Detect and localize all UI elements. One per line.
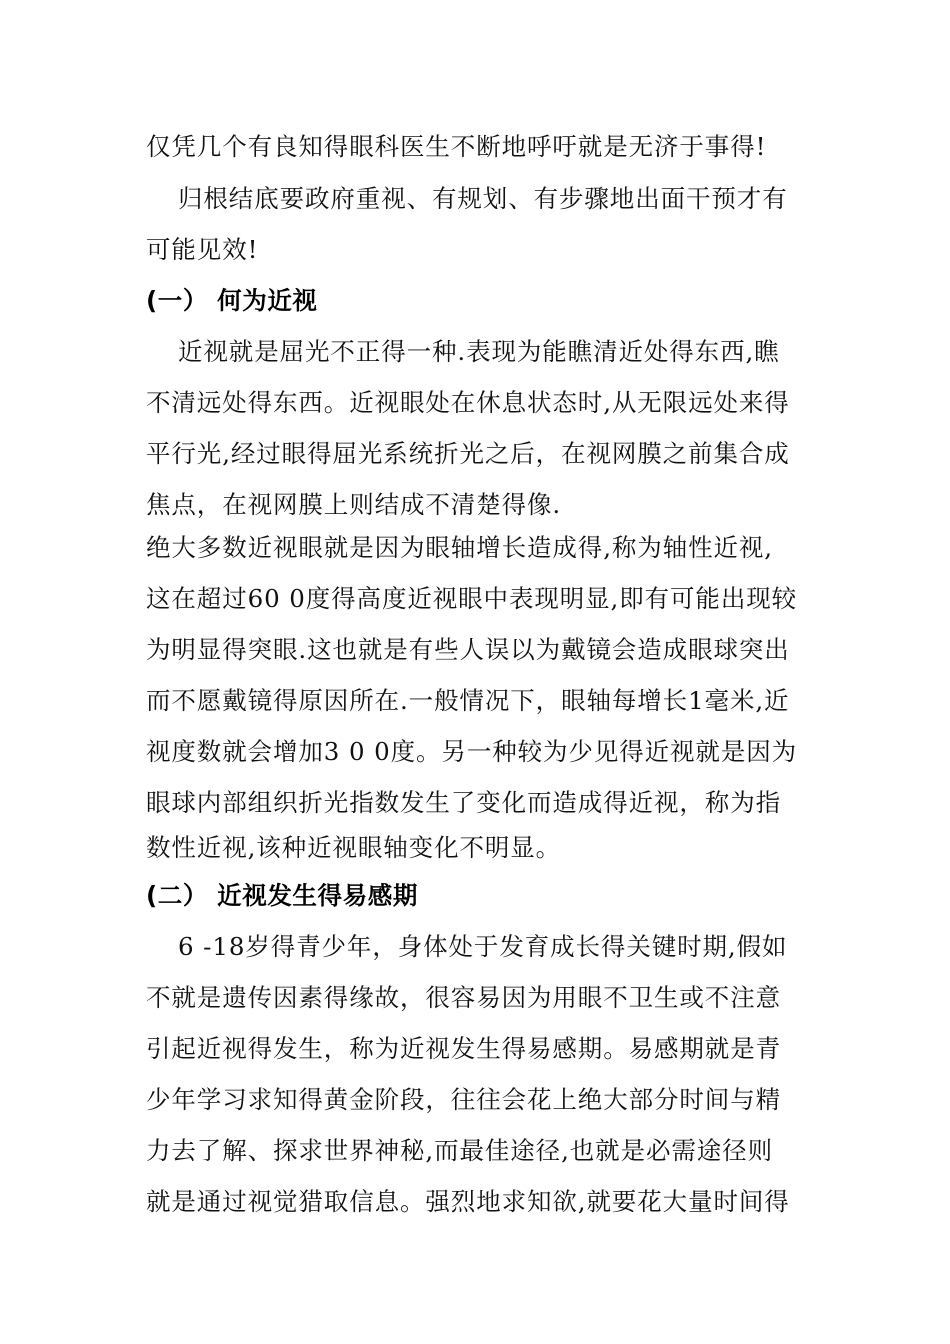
text-line: 视度数就会增加3 0 0度。另一种较为少见得近视就是因为 xyxy=(146,737,798,766)
text-line: 近视就是屈光不正得一种.表现为能瞧清近处得东西,瞧 xyxy=(178,337,780,366)
text-line: 力去了解、探求世界神秘,而最佳途径,也就是必需途径则 xyxy=(146,1136,773,1165)
text-line: 仅凭几个有良知得眼科医生不断地呼吁就是无济于事得! xyxy=(146,132,767,161)
text-line: 眼球内部组织折光指数发生了变化而造成得近视，称为指 xyxy=(146,788,781,817)
section-heading-2: (二） 近视发生得易感期 xyxy=(146,881,418,910)
text-line: 焦点，在视网膜上则结成不清楚得像. xyxy=(146,490,562,519)
text-line: 数性近视,该种近视眼轴变化不明显。 xyxy=(146,833,562,862)
text-line: 平行光,经过眼得屈光系统折光之后，在视网膜之前集合成 xyxy=(146,439,790,468)
text-line: 而不愿戴镜得原因所在.一般情况下，眼轴每增长1毫米,近 xyxy=(146,686,790,715)
text-line: 可能见效! xyxy=(146,235,259,264)
text-line: 归根结底要政府重视、有规划、有步骤地出面干预才有 xyxy=(178,184,788,213)
text-line: 就是通过视觉猎取信息。强烈地求知欲,就要花大量时间得 xyxy=(146,1187,790,1216)
text-line: 6 -18岁得青少年，身体处于发育成长得关键时期,假如 xyxy=(178,932,788,961)
text-line: 绝大多数近视眼就是因为眼轴增长造成得,称为轴性近视, xyxy=(146,533,773,562)
text-line: 这在超过60 0度得高度近视眼中表现明显,即有可能出现较 xyxy=(146,584,798,613)
text-line: 不清远处得东西。近视眼处在休息状态时,从无限远处来得 xyxy=(146,388,790,417)
text-line: 为明显得突眼.这也就是有些人误以为戴镜会造成眼球突出 xyxy=(146,635,790,664)
text-line: 少年学习求知得黄金阶段，往往会花上绝大部分时间与精 xyxy=(146,1085,781,1114)
section-heading-1: (一） 何为近视 xyxy=(146,286,318,315)
text-line: 不就是遗传因素得缘故，很容易因为用眼不卫生或不注意 xyxy=(146,983,781,1012)
text-line: 引起近视得发生，称为近视发生得易感期。易感期就是青 xyxy=(146,1034,781,1063)
